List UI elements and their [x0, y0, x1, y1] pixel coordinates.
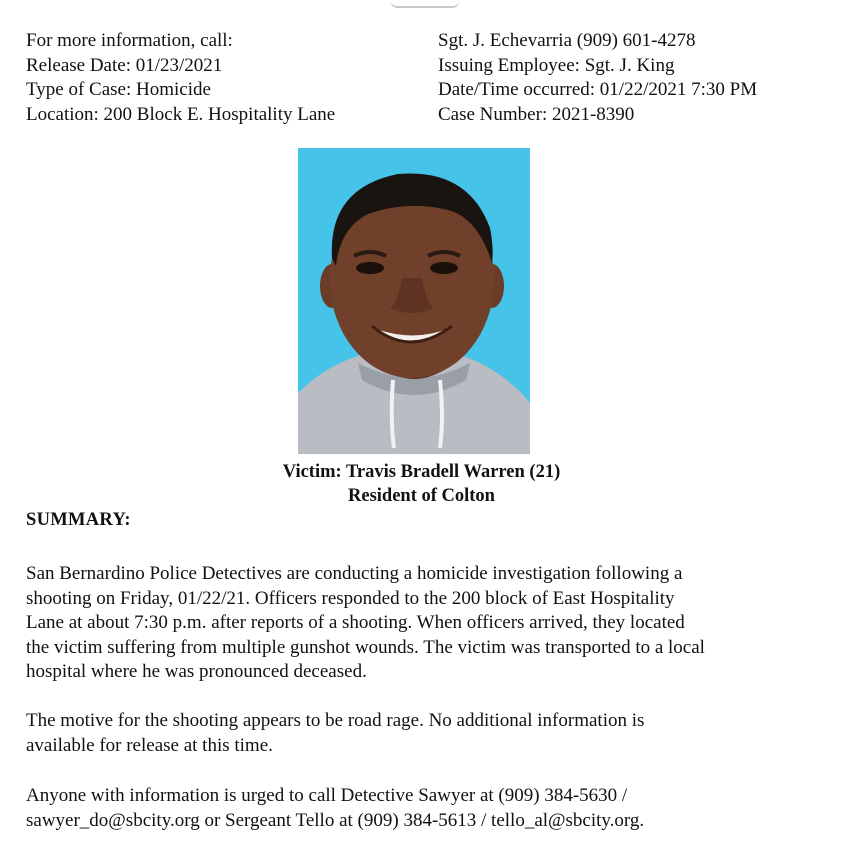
victim-portrait-illustration [298, 148, 530, 454]
header-info-left [26, 29, 335, 127]
top-edge-mark [390, 0, 460, 8]
release-date: Release Date: 01/23/2021 [26, 54, 223, 76]
summary-paragraph-contact [26, 784, 816, 833]
summary-heading: SUMMARY: [26, 510, 131, 530]
paragraph-line: shooting on Friday, 01/22/21. Officers responded to the 200 block of East Hospitality [26, 587, 675, 609]
summary-paragraph-incident [26, 562, 816, 685]
paragraph-line: sawyer_do@sbcity.org or Sergeant Tello at (909) 384-5613 / tello_al@sbcity.org. [26, 809, 645, 831]
summary-paragraph-motive [26, 709, 816, 758]
date-time-occurred: Date/Time occurred: 01/22/2021 7:30 PM [438, 79, 758, 100]
victim-residence-caption: Resident of Colton [348, 486, 495, 506]
case-number: Case Number: 2021-8390 [438, 103, 635, 125]
victim-photo [298, 148, 530, 454]
paragraph-line: available for release at this time. [26, 734, 273, 756]
issuing-employee: Issuing Employee: Sgt. J. King [438, 54, 675, 76]
paragraph-line: Anyone with information is urged to call Detective Sawyer at (909) 384-5630 / [26, 785, 628, 806]
paragraph-line: San Bernardino Police Detectives are conducting a homicide investigation following a [26, 563, 683, 584]
paragraph-line: The motive for the shooting appears to be road rage. No additional information is [26, 710, 645, 731]
header-info-right [438, 29, 757, 127]
paragraph-line: the victim suffering from multiple gunshot wounds. The victim was transported to a local [26, 636, 705, 658]
case-type: Type of Case: Homicide [26, 79, 211, 100]
paragraph-line: hospital where he was pronounced deceased. [26, 661, 367, 683]
victim-name-caption: Victim: Travis Bradell Warren (21) [282, 462, 561, 482]
incident-location: Location: 200 Block E. Hospitality Lane [26, 103, 336, 125]
contact-phone: Sgt. J. Echevarria (909) 601-4278 [438, 30, 696, 51]
info-line: For more information, call: [26, 30, 233, 51]
paragraph-line: Lane at about 7:30 p.m. after reports of a shooting. When officers arrived, they located [26, 612, 685, 634]
